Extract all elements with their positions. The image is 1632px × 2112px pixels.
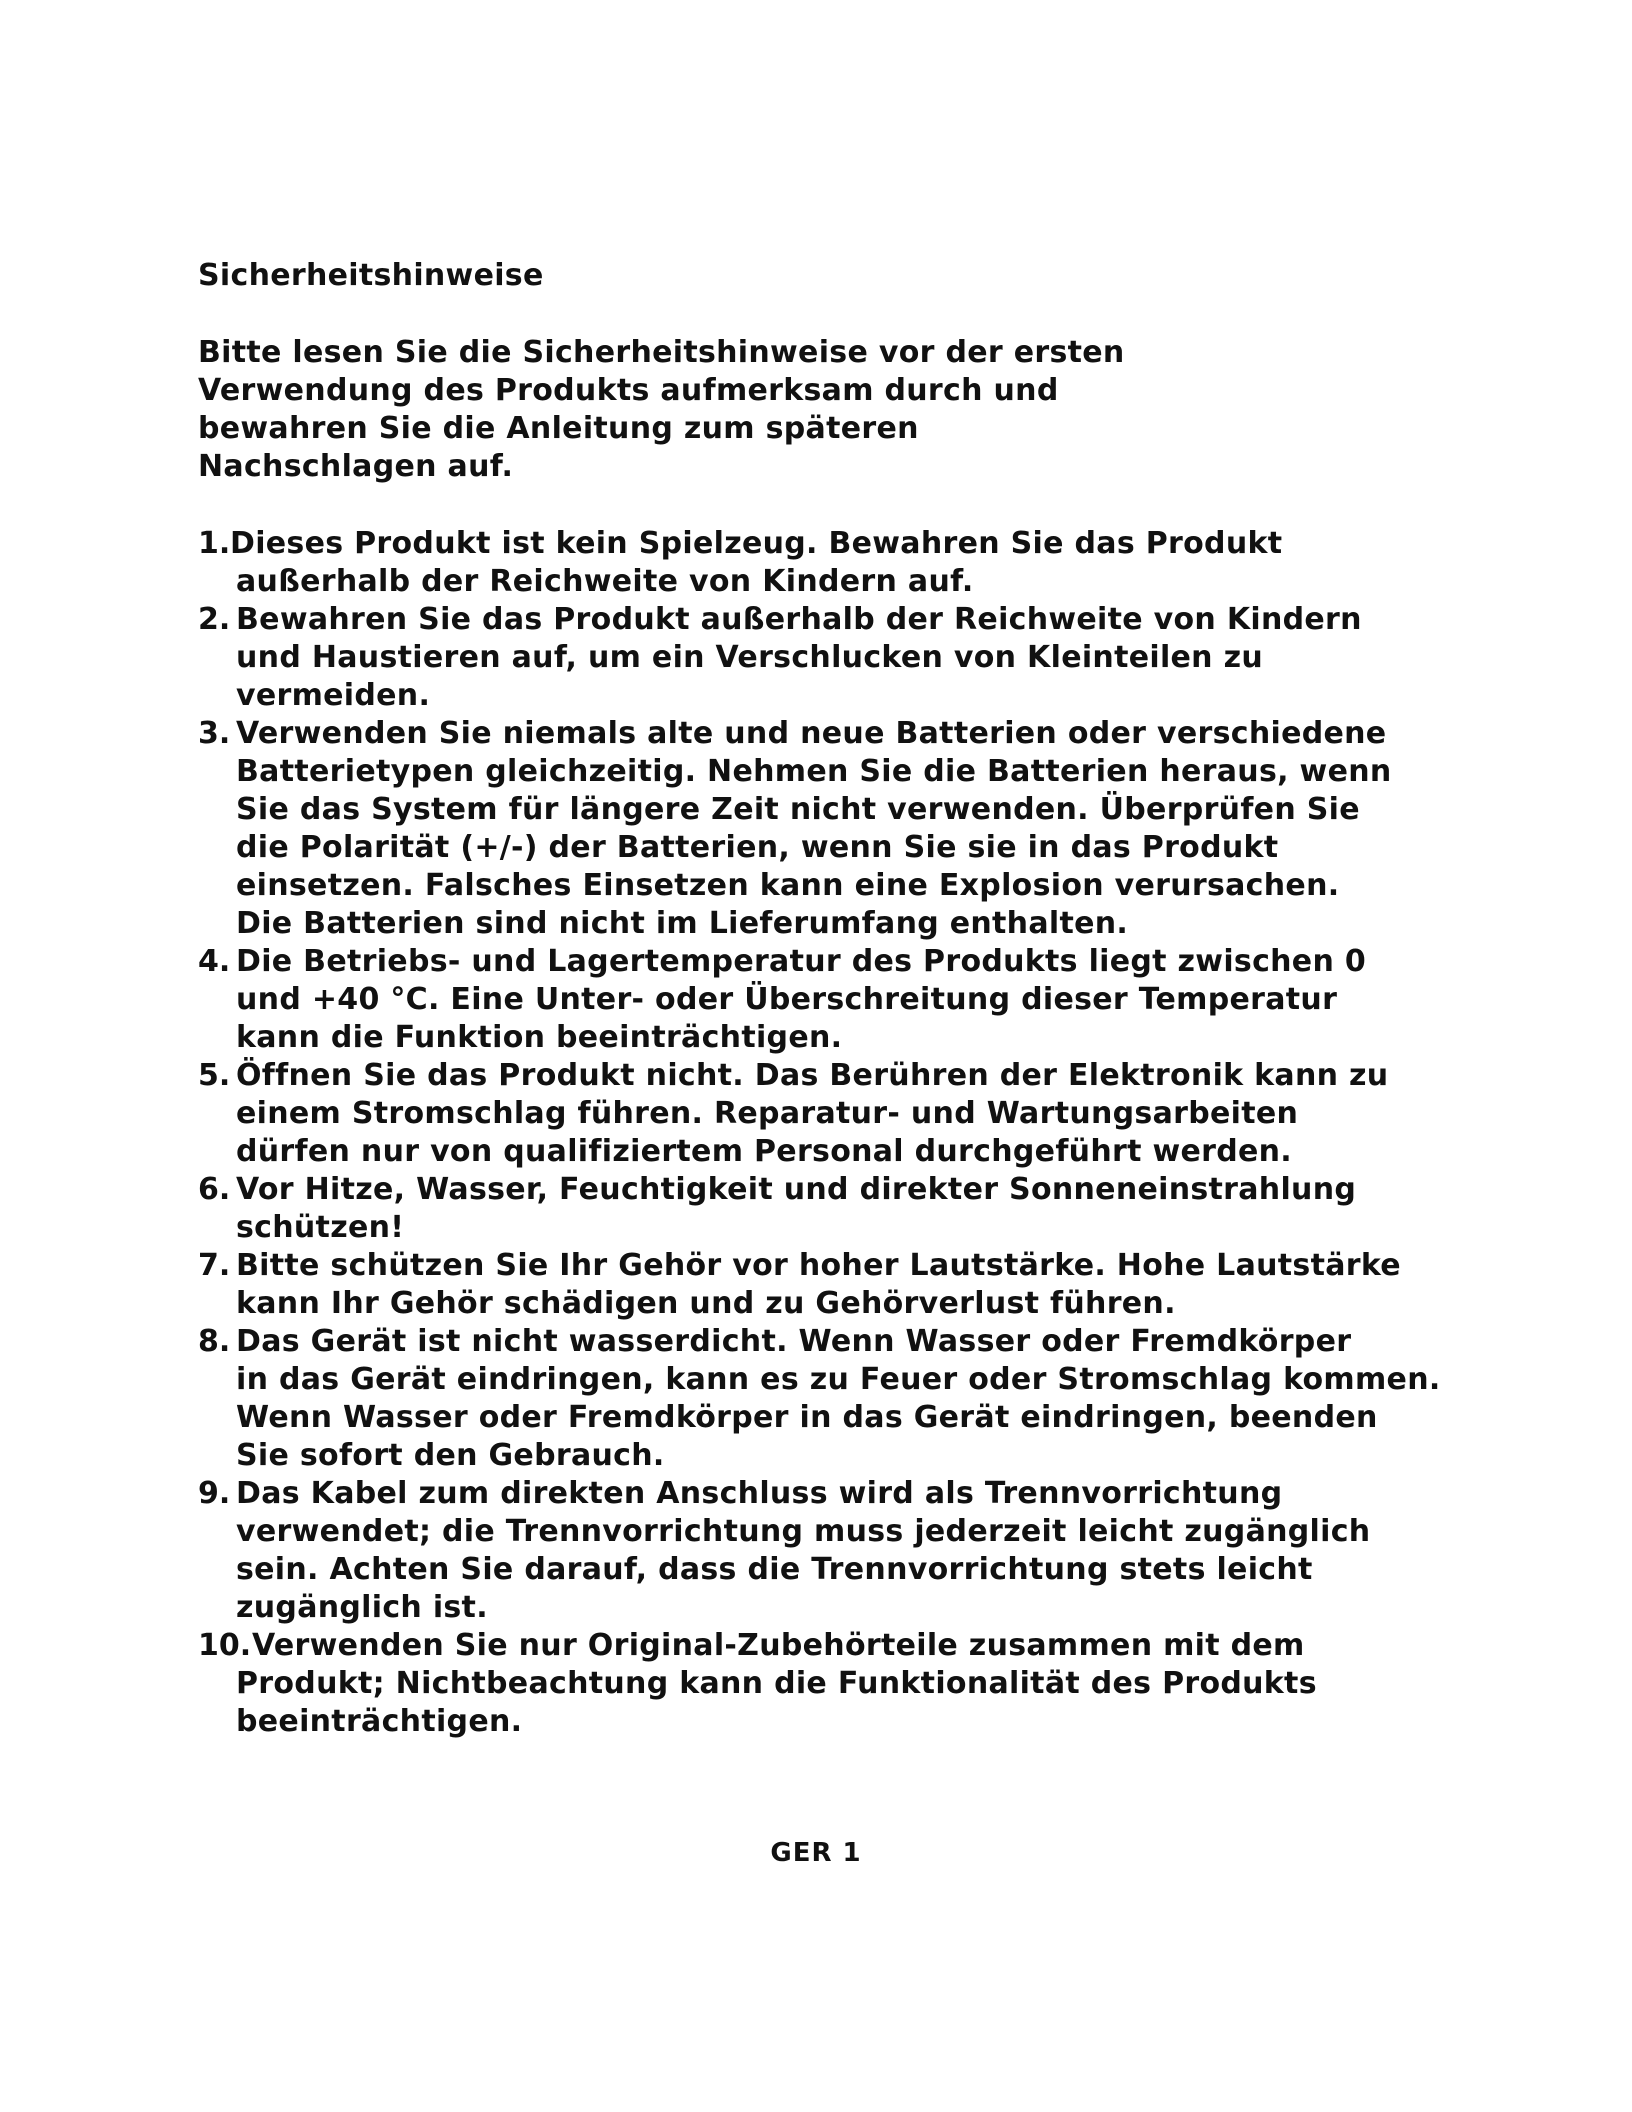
item-number: 5.: [198, 1058, 231, 1093]
item-text: [198, 525, 1458, 601]
item-text: [198, 1627, 1458, 1741]
item-line: vermeiden.: [236, 678, 431, 713]
item-line: Batterietypen gleichzeitig. Nehmen Sie die Batterien heraus, wenn: [236, 754, 1392, 789]
item-line: beeinträchtigen.: [236, 1704, 523, 1739]
list-item: [198, 1323, 1458, 1475]
item-line: kann Ihr Gehör schädigen und zu Gehörverlust führen.: [236, 1286, 1176, 1321]
item-line: einem Stromschlag führen. Reparatur- und Wartungsarbeiten: [236, 1096, 1299, 1131]
item-line: die Polarität (+/-) der Batterien, wenn Sie sie in das Produkt: [236, 830, 1279, 865]
item-text: [198, 943, 1458, 1057]
intro-line: Bitte lesen Sie die Sicherheitshinweise vor der ersten: [198, 335, 1125, 370]
item-line: zugänglich ist.: [236, 1590, 488, 1625]
item-line: in das Gerät eindringen, kann es zu Feuer oder Stromschlag kommen.: [236, 1362, 1441, 1397]
item-number: 7.: [198, 1248, 231, 1283]
item-number: 2.: [198, 602, 231, 637]
intro-line: bewahren Sie die Anleitung zum späteren: [198, 411, 919, 446]
item-text: [198, 1475, 1458, 1627]
item-text: [198, 601, 1458, 715]
intro-line: Verwendung des Produkts aufmerksam durch und: [198, 373, 1059, 408]
item-line: Vor Hitze, Wasser, Feuchtigkeit und direkter Sonneneinstrahlung: [236, 1172, 1357, 1207]
item-line: Öffnen Sie das Produkt nicht. Das Berühren der Elektronik kann zu: [236, 1058, 1389, 1093]
item-number: 4.: [198, 944, 231, 979]
item-number: 10.: [198, 1628, 252, 1663]
list-item: [198, 715, 1458, 943]
page-title: Sicherheitshinweise: [198, 258, 544, 293]
item-line: Dieses Produkt ist kein Spielzeug. Bewahren Sie das Produkt: [230, 526, 1283, 561]
item-line: Das Kabel zum direkten Anschluss wird als Trennvorrichtung: [236, 1476, 1283, 1511]
item-line: einsetzen. Falsches Einsetzen kann eine Explosion verursachen.: [236, 868, 1340, 903]
item-line: Die Batterien sind nicht im Lieferumfang enthalten.: [236, 906, 1129, 941]
page-footer: GER 1: [770, 1838, 862, 1868]
intro-line: Nachschlagen auf.: [198, 449, 514, 484]
list-item: [198, 1627, 1458, 1741]
item-text: [198, 1057, 1458, 1171]
item-line: Sie das System für längere Zeit nicht verwenden. Überprüfen Sie: [236, 792, 1360, 827]
item-number: 3.: [198, 716, 231, 751]
item-line: Das Gerät ist nicht wasserdicht. Wenn Wasser oder Fremdkörper: [236, 1324, 1352, 1359]
item-line: verwendet; die Trennvorrichtung muss jederzeit leicht zugänglich: [236, 1514, 1371, 1549]
list-item: [198, 525, 1458, 601]
item-line: Bewahren Sie das Produkt außerhalb der Reichweite von Kindern: [236, 602, 1362, 637]
list-item: [198, 601, 1458, 715]
item-line: dürfen nur von qualifiziertem Personal durchgeführt werden.: [236, 1134, 1292, 1169]
item-text: [198, 715, 1458, 943]
list-item: [198, 1057, 1458, 1171]
item-line: schützen!: [236, 1210, 405, 1245]
item-number: 6.: [198, 1172, 231, 1207]
item-line: sein. Achten Sie darauf, dass die Trennvorrichtung stets leicht: [236, 1552, 1313, 1587]
item-text: [198, 1171, 1458, 1247]
item-line: und +40 °C. Eine Unter- oder Überschreitung dieser Temperatur: [236, 982, 1338, 1017]
item-line: Wenn Wasser oder Fremdkörper in das Gerät eindringen, beenden: [236, 1400, 1378, 1435]
list-item: [198, 1247, 1458, 1323]
item-line: Verwenden Sie niemals alte und neue Batterien oder verschiedene: [236, 716, 1387, 751]
item-line: kann die Funktion beeinträchtigen.: [236, 1020, 843, 1055]
item-number: 1.: [198, 526, 231, 561]
item-number: 9.: [198, 1476, 231, 1511]
item-text: [198, 1247, 1458, 1323]
item-number: 8.: [198, 1324, 231, 1359]
list-item: [198, 1171, 1458, 1247]
safety-list: [198, 525, 1458, 1741]
list-item: [198, 943, 1458, 1057]
item-line: Produkt; Nichtbeachtung kann die Funktionalität des Produkts: [236, 1666, 1317, 1701]
intro-paragraph: [198, 334, 1198, 486]
item-line: Verwenden Sie nur Original-Zubehörteile zusammen mit dem: [252, 1628, 1305, 1663]
item-line: Bitte schützen Sie Ihr Gehör vor hoher Lautstärke. Hohe Lautstärke: [236, 1248, 1401, 1283]
list-item: [198, 1475, 1458, 1627]
item-line: Die Betriebs- und Lagertemperatur des Produkts liegt zwischen 0: [236, 944, 1367, 979]
item-text: [198, 1323, 1458, 1475]
item-line: und Haustieren auf, um ein Verschlucken von Kleinteilen zu: [236, 640, 1263, 675]
item-line: außerhalb der Reichweite von Kindern auf.: [236, 564, 974, 599]
item-line: Sie sofort den Gebrauch.: [236, 1438, 665, 1473]
